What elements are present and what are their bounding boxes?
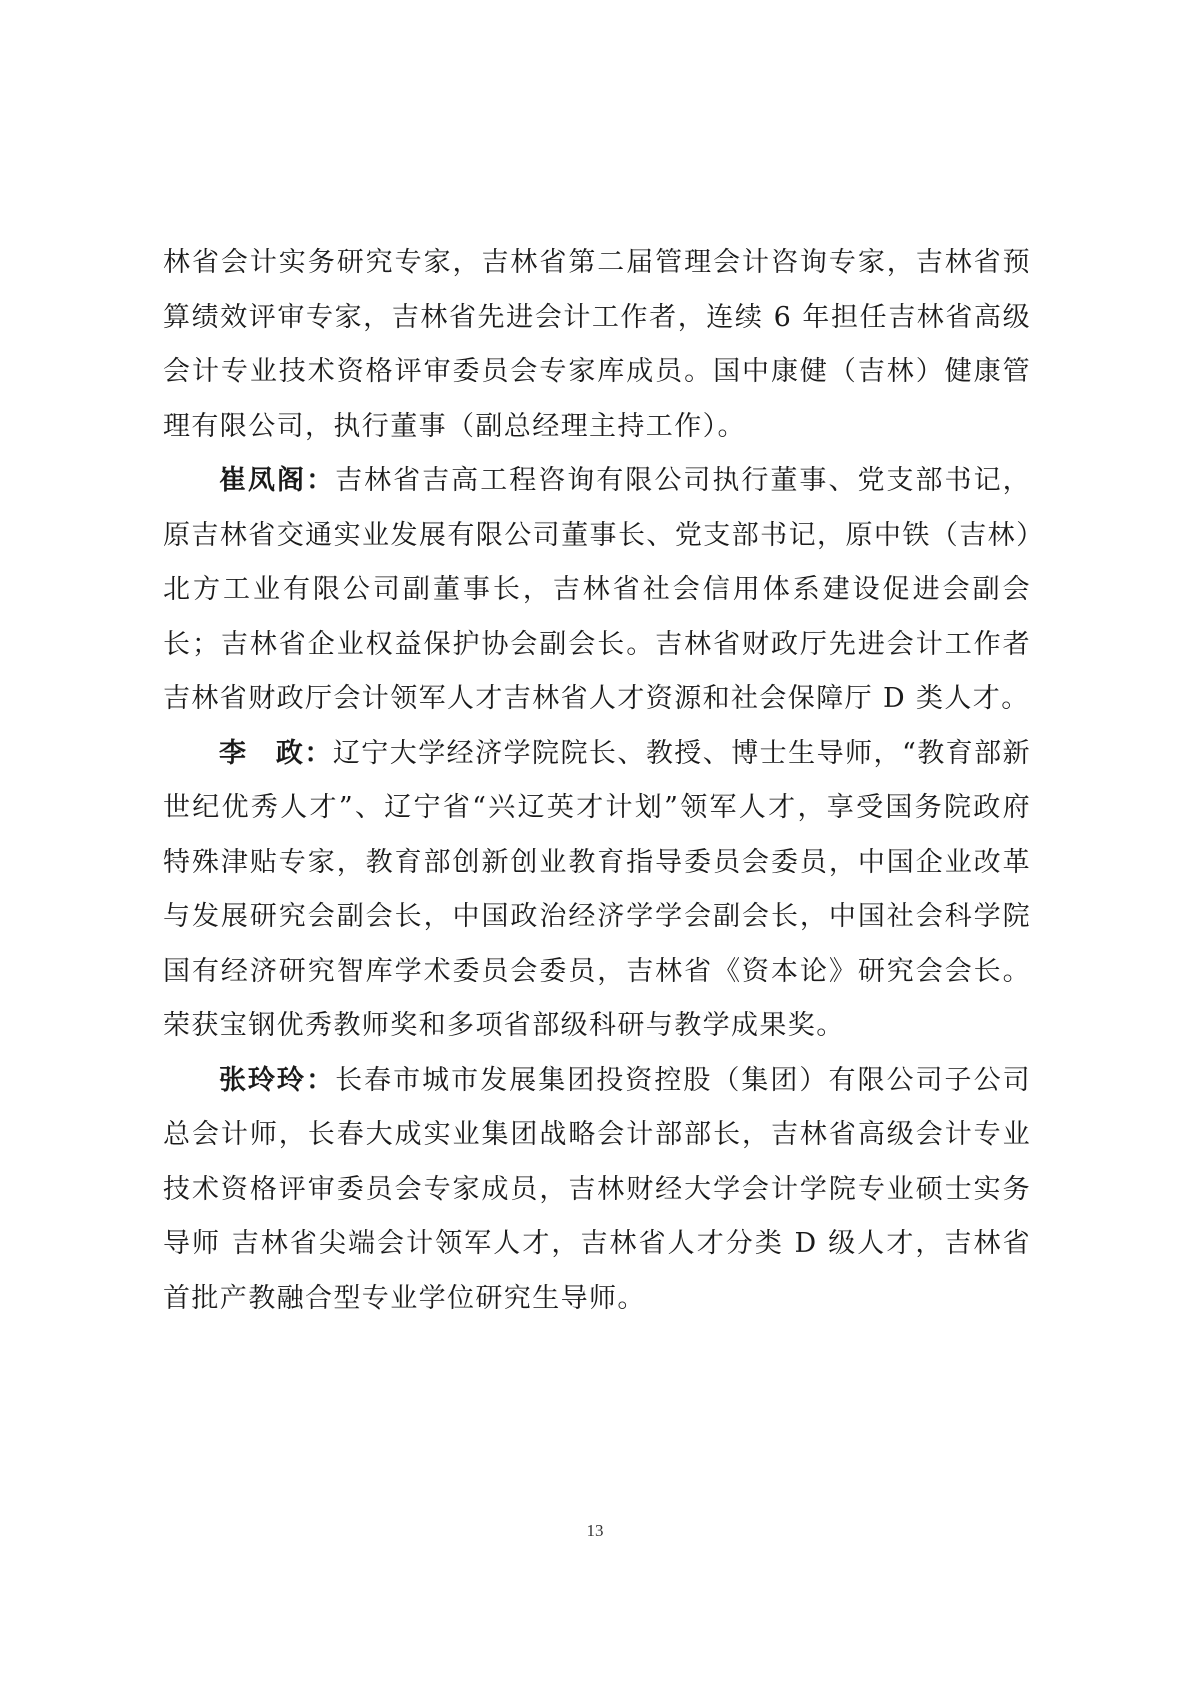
person-name-li-zheng: 李 政： <box>219 737 333 769</box>
paragraph-zhang-lingling <box>163 1054 1031 1327</box>
paragraph-text: 辽宁大学经济学院院长、教授、博士生导师，“教育部新世纪优秀人才”、辽宁省“兴辽英才计划”领军人才，享受国务院政府特殊津贴专家，教育部创新创业教育指导委员会委员，中国企业改革与发展研究会副会长，中国政治经济学学会副会长，中国社会科学院国有经济研究智库学术委员会委员，吉林省《资本论》研究会会长。荣获宝钢优秀教师奖和多项省部级科研与教学成果奖。 <box>163 737 1031 1041</box>
document-body <box>163 236 1031 1326</box>
paragraph-li-zheng <box>163 727 1031 1054</box>
paragraph-text: 吉林省吉高工程咨询有限公司执行董事、党支部书记，原吉林省交通实业发展有限公司董事长、党支部书记，原中铁（吉林）北方工业有限公司副董事长，吉林省社会信用体系建设促进会副会长；吉林省企业权益保护协会副会长。吉林省财政厅先进会计工作者吉林省财政厅会计领军人才吉林省人才资源和社会保障厅 D 类人才。 <box>163 465 1031 714</box>
page-number: 13 <box>586 1521 604 1540</box>
paragraph-cui-fengge <box>163 454 1031 727</box>
paragraph-text: 林省会计实务研究专家，吉林省第二届管理会计咨询专家，吉林省预算绩效评审专家，吉林省先进会计工作者，连续 6 年担任吉林省高级会计专业技术资格评审委员会专家库成员。国中康健（吉林）健康管理有限公司，执行董事（副总经理主持工作）。 <box>163 247 1031 442</box>
paragraph-continuation <box>163 236 1031 454</box>
person-name-zhang-lingling: 张玲玲： <box>219 1064 336 1096</box>
person-name-cui-fengge: 崔凤阁： <box>219 465 336 496</box>
paragraph-text: 长春市城市发展集团投资控股（集团）有限公司子公司总会计师，长春大成实业集团战略会计部部长，吉林省高级会计专业技术资格评审委员会专家成员，吉林财经大学会计学院专业硕士实务导师 吉林省尖端会计领军人才，吉林省人才分类 D 级人才，吉林省首批产教融合型专业学位研究生导师。 <box>163 1064 1031 1314</box>
